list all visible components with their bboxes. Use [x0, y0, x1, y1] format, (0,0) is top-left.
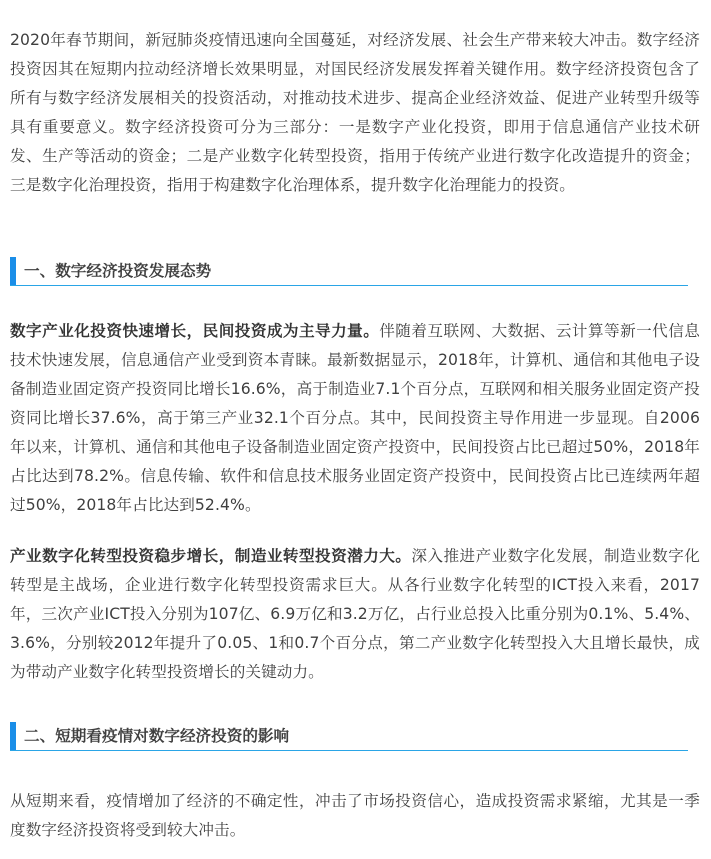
- section2-paragraph-1: 从短期来看，疫情增加了经济的不确定性，冲击了市场投资信心，造成投资需求紧缩，尤其是一季度数字经济投资将受到较大冲击。: [10, 792, 700, 839]
- paragraph-body: 伴随着互联网、大数据、云计算等新一代信息技术快速发展，信息通信产业受到资本青睐。最新数据显示，2018年，计算机、通信和其他电子设备制造业固定资产投资同比增长16.6%，高于制造业7.1个百分点，互联网和相关服务业固定资产投资同比增长37.6%，高于第三产业32.1个百分点。其中，民间投资主导作用进一步显现。自2006年以来，计算机、通信和其他电子设备制造业固定资产投资中，民间投资占比已超过50%，2018年占比达到78.2%。信息传输、软件和信息技术服务业固定资产投资中，民间投资占比已连续两年超过50%，2018年占比达到52.4%。: [10, 322, 700, 514]
- heading-accent-bar: [10, 722, 16, 750]
- section-heading-2: [10, 722, 688, 751]
- section1-paragraph-1: [10, 317, 700, 520]
- paragraph-body: 深入推进产业数字化发展，制造业数字化转型是主战场，企业进行数字化转型投资需求巨大。从各行业数字化转型的ICT投入来看，2017年，三次产业ICT投入分别为107亿、6.9万亿和3.2万亿，占行业总投入比重分别为0.1%、5.4%、3.6%，分别较2012年提升了0.05、1和0.7个百分点，第二产业数字化转型投入大且增长最快，成为带动产业数字化转型投资增长的关键动力。: [10, 547, 700, 681]
- paragraph-lead: 产业数字化转型投资稳步增长，制造业转型投资潜力大。: [10, 547, 412, 565]
- section-title: 一、数字经济投资发展态势: [24, 262, 212, 280]
- paragraph-lead: 数字产业化投资快速增长，民间投资成为主导力量。: [10, 322, 380, 340]
- intro-paragraph: 2020年春节期间，新冠肺炎疫情迅速向全国蔓延，对经济发展、社会生产带来较大冲击。数字经济投资因其在短期内拉动经济增长效果明显，对国民经济发展发挥着关键作用。数字经济投资包含了所有与数字经济发展相关的投资活动，对推动技术进步、提高企业经济效益、促进产业转型升级等具有重要意义。数字经济投资可分为三部分：一是数字产业化投资，即用于信息通信产业技术研发、生产等活动的资金；二是产业数字化转型投资，指用于传统产业进行数字化改造提升的资金；三是数字化治理投资，指用于构建数字化治理体系，提升数字化治理能力的投资。: [10, 31, 700, 194]
- section-heading-1: [10, 257, 688, 286]
- section1-paragraph-2: [10, 542, 700, 687]
- heading-accent-bar: [10, 257, 16, 285]
- section-title: 二、短期看疫情对数字经济投资的影响: [24, 727, 290, 745]
